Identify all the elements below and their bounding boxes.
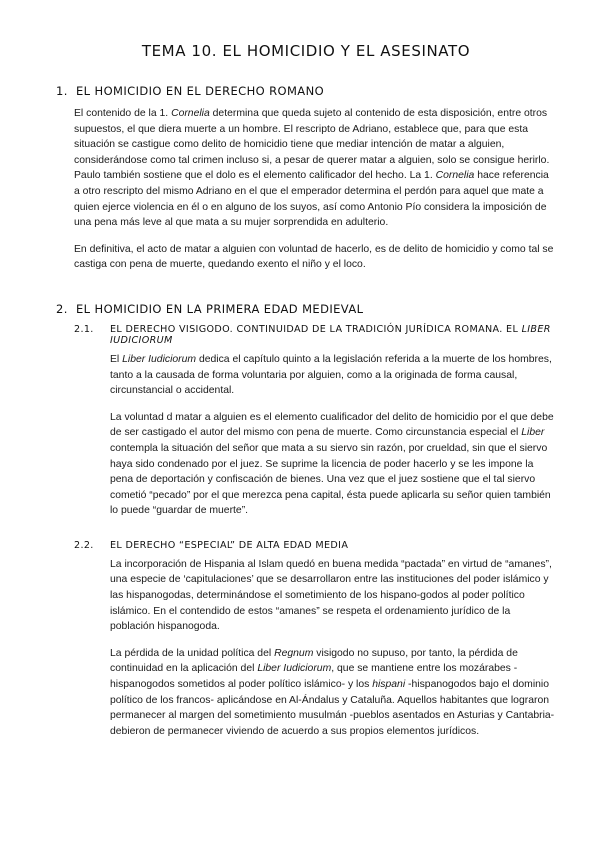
italic-run: Liber xyxy=(521,427,545,439)
page-title: TEMA 10. EL HOMICIDIO Y EL ASESINATO xyxy=(141,42,471,60)
italic-run: Liber Iudiciorum xyxy=(257,663,332,675)
text-run: El contenido de la 1. xyxy=(74,108,172,119)
text-run: -hispanogodos bajo el dominio político de los francos- aplicándose en Al-Ándalus y Cataluña. Aquellos habitantes que lograron permanecer al margen del sometimiento musulmán -pueblos asentados en Asturias y Cantabria- debieron de permanecer viviendo de acuerdo a sus propios elementos jurídicos. xyxy=(110,679,555,737)
paragraph: La incorporación de Hispania al Islam quedó en buena medida “pactada” en virtud de “amanes”, una especie de ‘capitulaciones’ que se desarrollaron entre las instituciones del poder islámico y las hispanogodas, determinándose el sometimiento de los hispano-godos al poder político islámico. En el contendido de estos “amanes” se respeta el ordenamiento jurídico de la población hispanogoda. xyxy=(110,558,552,633)
text-run: determina que queda sujeto al contenido de esta disposición, entre otros supuestos, el que diera muerte a un hombre. El rescripto de Adriano, establece que, para que esta situación se castigue como delito de homicidio tiene que mediar intención de matar a alguien, considerándose como tal crimen incluso si, a pesar de querer matar a alguien, solo se consigue herirlo. Paulo también sostiene que el dolo es el elemento calificador del hecho. La 1. xyxy=(74,108,550,182)
subsection-heading xyxy=(74,540,556,551)
section-early-medieval xyxy=(56,302,556,739)
paragraph: En definitiva, el acto de matar a alguien con voluntad de hacerlo, es de delito de homicidio y como tal se castiga con pena de muerte, quedando exento el niño y el loco. xyxy=(74,243,554,271)
section-number: 1. xyxy=(56,84,68,98)
italic-run: Regnum xyxy=(274,647,314,659)
italic-run: Liber Iudiciorum xyxy=(122,353,197,365)
subsection-number: 2.1. xyxy=(74,323,94,335)
section-title: EL HOMICIDIO EN LA PRIMERA EDAD MEDIEVAL xyxy=(76,301,364,316)
italic-run: Cornelia xyxy=(435,170,475,182)
paragraph xyxy=(110,352,556,399)
text-run: La voluntad d matar a alguien es el elemento cualificador del delito de homicidio por el que debe de ser castigado el autor del mismo con pena de muerte. Como circunstancia especial el xyxy=(110,411,554,439)
text-run: La pérdida de la unidad política del xyxy=(110,647,275,659)
section-roman-law xyxy=(56,84,556,273)
text-run: visigodo no supuso, por tanto, la pérdida de continuidad en la aplicación del xyxy=(110,647,518,675)
text-run: EL DERECHO VISIGODO. CONTINUIDAD DE LA TRADICIÓN JURÍDICA ROMANA. EL xyxy=(110,323,522,335)
text-run: , que se mantiene entre los mozárabes -hispanogodos sometidos al poder político islámico- y los xyxy=(110,663,518,691)
section-heading xyxy=(56,84,556,98)
subsection-title xyxy=(110,324,556,346)
paragraph xyxy=(110,410,556,519)
text-run: contempla la situación del señor que mata a su siervo sin razón, por crueldad, sin que el siervo haya sido condenado por el juez. Se suprime la licencia de poder hacerlo y se les impone la pena de deportación y confiscación de bienes. Una vez que el juez sostiene que el tal siervo cometió “pecado” por el que merezca pena capital, ésta puede aplicarla su señor quien también lo puede “guardar de muerte”. xyxy=(110,442,551,517)
italic-run: LIBER IUDICIORUM xyxy=(110,323,551,346)
section-heading xyxy=(56,302,556,316)
paragraph xyxy=(74,106,556,231)
text-run: dedica el capítulo quinto a la legislación referida a la muerte de los hombres, tanto a la causada de forma voluntaria por alguien, como a la originada de forma causal, circunstancial o accidental. xyxy=(110,353,552,397)
subsection-heading xyxy=(74,324,556,346)
italic-run: Cornelia xyxy=(171,108,210,119)
subsection-title: EL DERECHO “ESPECIAL” DE ALTA EDAD MEDIA xyxy=(110,539,349,551)
italic-run: hispani xyxy=(372,679,406,691)
text-run: hace referencia a otro rescripto del mismo Adriano en el que el emperador determina el perdón para aquel que mate a quien ejerce violencia en él o en alguno de los suyos, así como Antonio Pío considera la imposición de una pena más leve al que mata a su mujer sorprendida en adulterio. xyxy=(74,170,549,229)
paragraph xyxy=(110,646,556,740)
section-number: 2. xyxy=(56,301,68,316)
section-title: EL HOMICIDIO EN EL DERECHO ROMANO xyxy=(76,84,325,98)
text-run: El xyxy=(110,353,123,365)
subsection-number: 2.2. xyxy=(74,539,94,551)
